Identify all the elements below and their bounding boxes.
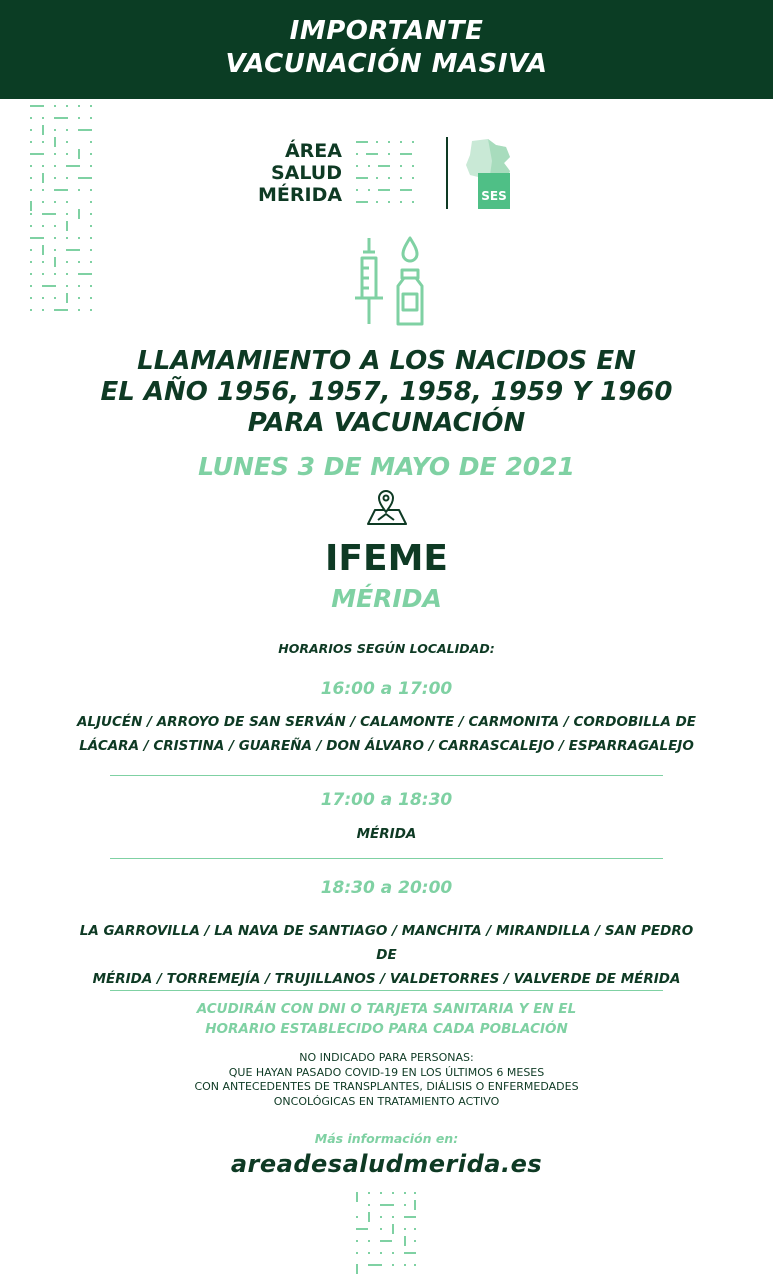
contra-line-4: ONCOLÓGICAS EN TRATAMIENTO ACTIVO [273, 1094, 500, 1108]
vaccine-icons [353, 236, 429, 328]
schedule-title: HORARIOS SEGÚN LOCALIDAD: [278, 641, 495, 656]
website-link[interactable]: areadesaludmerida.es [230, 1150, 543, 1178]
slot-3-line-2: MÉRIDA / TORREMEJÍA / TRUJILLANOS / VALDETORRES / VALVERDE DE MÉRIDA [92, 971, 681, 987]
slot-places-1 [70, 710, 703, 758]
slot-time-2: 17:00 a 18:30 [320, 790, 453, 810]
venue-name: IFEME [325, 538, 448, 579]
title-line-2: EL AÑO 1956, 1957, 1958, 1959 Y 1960 [100, 377, 673, 407]
logo-line-2: SALUD [270, 162, 342, 184]
slot-time-1: 16:00 a 17:00 [320, 679, 453, 699]
more-info-label: Más información en: [314, 1131, 459, 1146]
logo-text [258, 140, 342, 206]
bottom-dot-pattern-icon [354, 1190, 420, 1276]
contra-line-1: NO INDICADO PARA PERSONAS: [299, 1051, 474, 1064]
notice-line-1: ACUDIRÁN CON DNI O TARJETA SANITARIA Y EN EL [196, 1001, 577, 1017]
title-line-1: LLAMAMIENTO A LOS NACIDOS EN [137, 346, 636, 376]
dot-pattern-icon [28, 103, 98, 318]
ses-label: SES [481, 189, 507, 203]
divider [110, 775, 663, 776]
slot-3-line-1: LA GARROVILLA / LA NAVA DE SANTIAGO / MANCHITA / MIRANDILLA / SAN PEDRO DE [79, 923, 694, 963]
notice-line-2: HORARIO ESTABLECIDO PARA CADA POBLACIÓN [205, 1021, 568, 1037]
divider [110, 858, 663, 859]
slot-1-line-2: LÁCARA / CRISTINA / GUAREÑA / DON ÁLVARO / CARRASCALEJO / ESPARRAGALEJO [79, 738, 694, 754]
requirements-notice [60, 999, 713, 1039]
venue-city: MÉRIDA [331, 584, 442, 613]
map-pin-icon [366, 490, 408, 526]
header-banner [0, 0, 773, 99]
title-line-3: PARA VACUNACIÓN [247, 408, 526, 438]
contra-line-3: CON ANTECEDENTES DE TRANSPLANTES, DIÁLISIS O ENFERMEDADES [194, 1080, 579, 1093]
slot-places-2 [70, 822, 703, 846]
logo-line-1: ÁREA [284, 140, 342, 162]
contra-line-2: QUE HAYAN PASADO COVID-19 EN LOS ÚLTIMOS 6 MESES [228, 1065, 545, 1079]
header-line-2: VACUNACIÓN MASIVA [225, 49, 548, 79]
slot-time-3: 18:30 a 20:00 [320, 878, 453, 898]
area-salud-merida-logo [258, 137, 518, 211]
ses-logo [462, 137, 514, 213]
slot-places-3 [70, 919, 703, 991]
logo-line-3: MÉRIDA [258, 184, 343, 206]
vaccine-vial-icon [398, 238, 422, 324]
header-line-1: IMPORTANTE [289, 16, 484, 46]
logo-divider [446, 137, 448, 209]
slot-1-line-1: ALJUCÉN / ARROYO DE SAN SERVÁN / CALAMONTE / CARMONITA / CORDOBILLA DE [76, 714, 697, 730]
vaccination-date: LUNES 3 DE MAYO DE 2021 [198, 452, 575, 481]
slot-2-line-1: MÉRIDA [356, 826, 417, 842]
logo-dot-pattern-icon [354, 139, 424, 205]
page-title [60, 346, 713, 439]
divider [110, 990, 663, 991]
contraindications [60, 1051, 713, 1109]
syringe-icon [355, 238, 383, 324]
